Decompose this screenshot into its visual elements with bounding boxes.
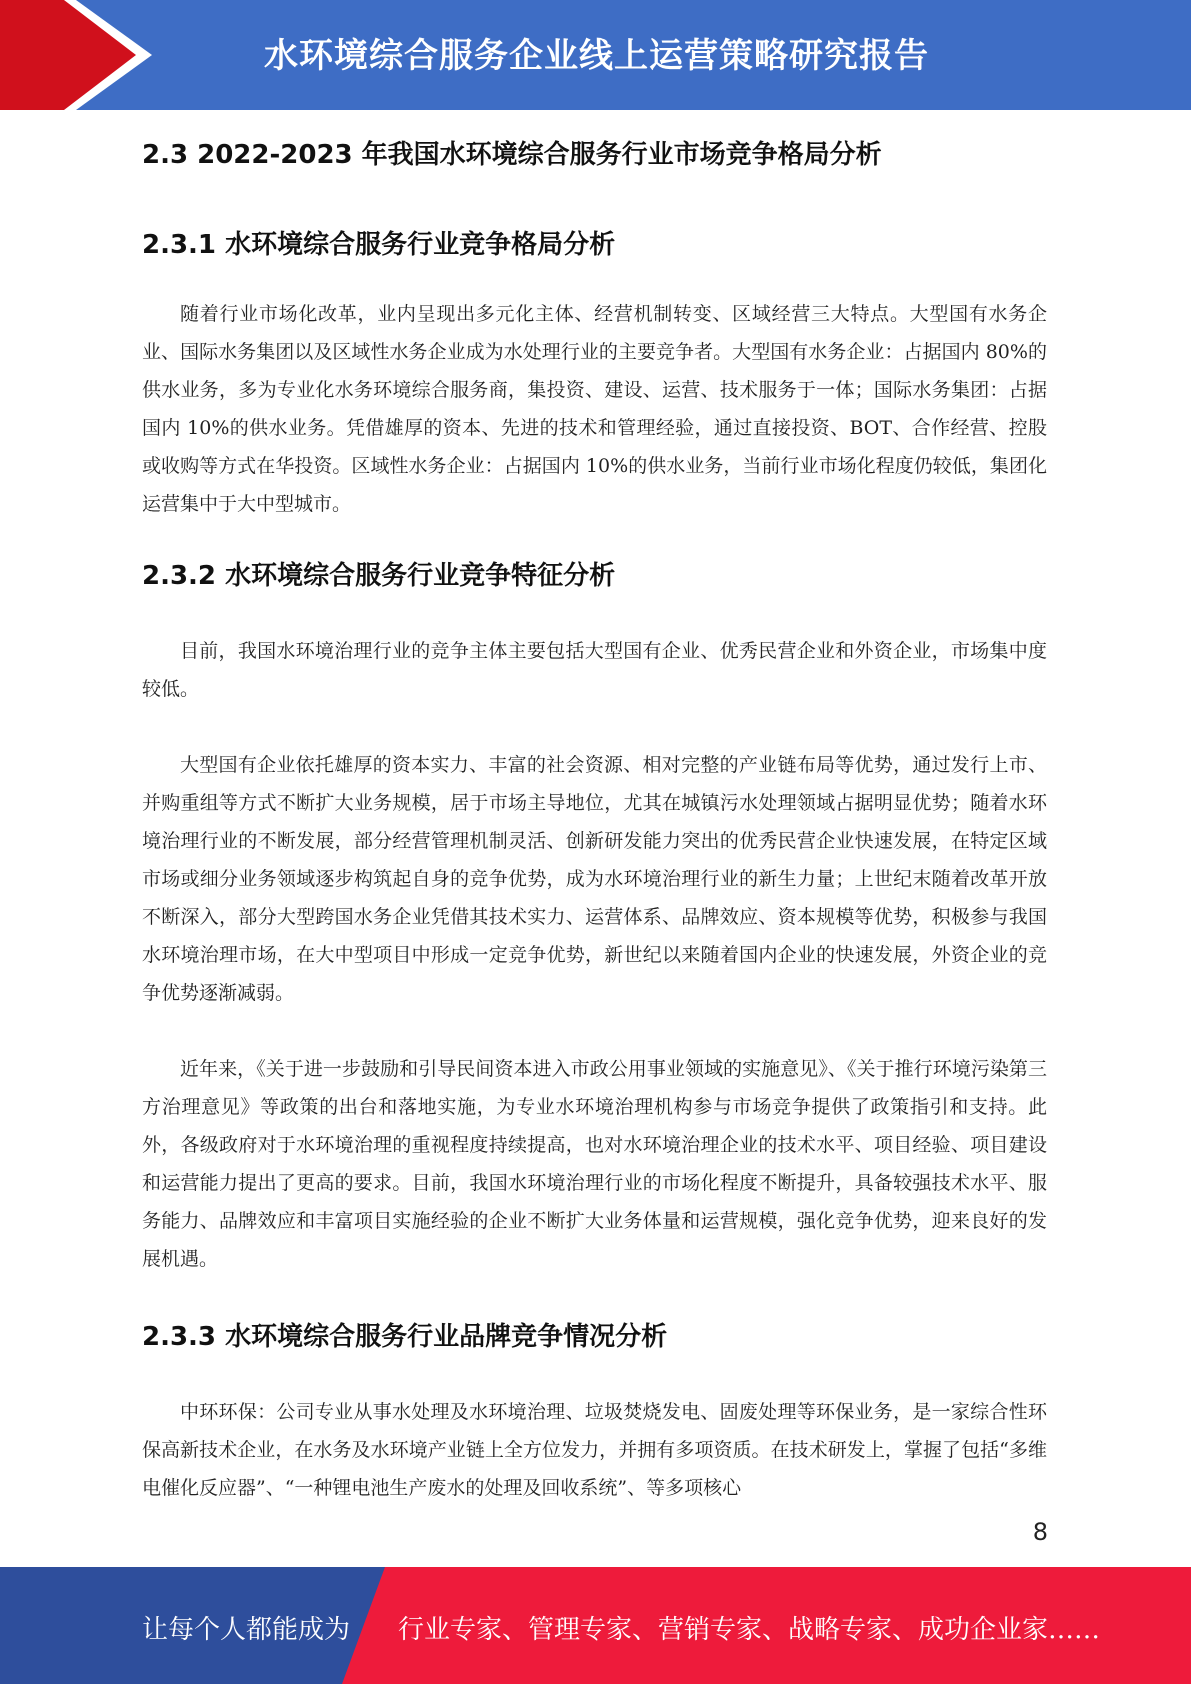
footer-slogan-right: 行业专家、管理专家、营销专家、战略专家、成功企业家…… [398, 1615, 1101, 1645]
paragraph: 近年来，《关于进一步鼓励和引导民间资本进入市政公用事业领域的实施意见》、《关于推行环境污染第三方治理意见》等政策的出台和落地实施，为专业水环境治理机构参与市场竞争提供了政策指引和支持。此外，各级政府对于水环境治理的重视程度持续提高，也对水环境治理企业的技术水平、项目经验、项目建设和运营能力提出了更高的要求。目前，我国水环境治理行业的市场化程度不断提升，具备较强技术水平、服务能力、品牌效应和丰富项目实施经验的企业不断扩大业务体量和运营规模，强化竞争优势，迎来良好的发展机遇。 [142, 1058, 1047, 1270]
paragraph: 随着行业市场化改革，业内呈现出多元化主体、经营机制转变、区域经营三大特点。大型国有水务企业、国际水务集团以及区域性水务企业成为水处理行业的主要竞争者。大型国有水务企业：占据国内 80%的供水业务，多为专业化水务环境综合服务商，集投资、建设、运营、技术服务于一体；国际水务集团：占据国内 10%的供水业务。凭借雄厚的资本、先进的技术和管理经验，通过直接投资、BOT、合作经营、控股或收购等方式在华投资。区域性水务企业：占据国内 10%的供水业务，当前行业市场化程度仍较低，集团化运营集中于大中型城市。 [142, 303, 1047, 515]
footer-slogan-left: 让每个人都能成为 [142, 1615, 351, 1645]
subsection-heading-2-3-2: 2.3.2 水环境综合服务行业竞争特征分析 [142, 561, 616, 591]
paragraph: 中环环保：公司专业从事水处理及水环境治理、垃圾焚烧发电、固废处理等环保业务，是一家综合性环保高新技术企业，在水务及水环境产业链上全方位发力，并拥有多项资质。在技术研发上，掌握了包括“多维电催化反应器”、“一种锂电池生产废水的处理及回收系统”、等多项核心 [142, 1401, 1047, 1499]
section-heading: 2.3 2022-2023 年我国水环境综合服务行业市场竞争格局分析 [142, 140, 882, 170]
paragraph: 目前，我国水环境治理行业的竞争主体主要包括大型国有企业、优秀民营企业和外资企业，市场集中度较低。 [142, 640, 1047, 700]
subsection-heading-2-3-1: 2.3.1 水环境综合服务行业竞争格局分析 [142, 230, 616, 260]
subsection-heading-2-3-3: 2.3.3 水环境综合服务行业品牌竞争情况分析 [142, 1322, 668, 1352]
page-footer [0, 1567, 1191, 1684]
page-number: 8 [1032, 1518, 1048, 1546]
page-header [0, 0, 1191, 110]
report-title: 水环境综合服务企业线上运营策略研究报告 [264, 36, 929, 76]
paragraph: 大型国有企业依托雄厚的资本实力、丰富的社会资源、相对完整的产业链布局等优势，通过发行上市、并购重组等方式不断扩大业务规模，居于市场主导地位，尤其在城镇污水处理领域占据明显优势；随着水环境治理行业的不断发展，部分经营管理机制灵活、创新研发能力突出的优秀民营企业快速发展，在特定区域市场或细分业务领域逐步构筑起自身的竞争优势，成为水环境治理行业的新生力量；上世纪末随着改革开放不断深入，部分大型跨国水务企业凭借其技术实力、运营体系、品牌效应、资本规模等优势，积极参与我国水环境治理市场，在大中型项目中形成一定竞争优势，新世纪以来随着国内企业的快速发展，外资企业的竞争优势逐渐减弱。 [142, 754, 1047, 1004]
